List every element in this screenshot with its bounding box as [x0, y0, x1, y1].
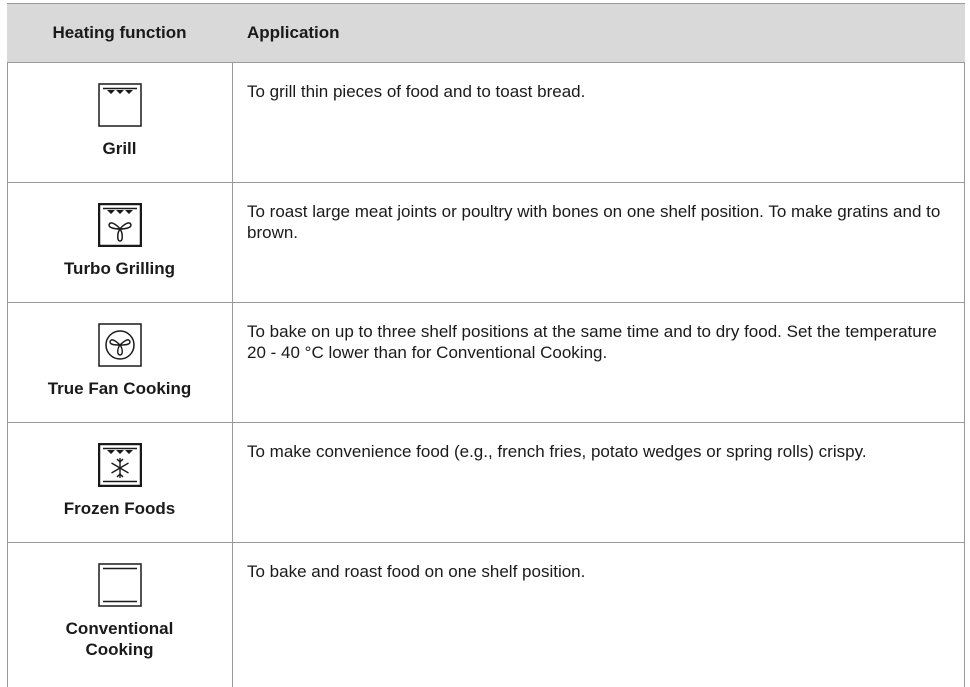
- application-cell: To grill thin pieces of food and to toast bread.: [247, 82, 586, 101]
- header-application: Application: [247, 23, 340, 42]
- function-name: Conventional Cooking: [65, 619, 174, 659]
- application-cell: To bake on up to three shelf positions at the same time and to dry food. Set the temperature 20 - 40 °C lower than for Conventional Cooking.: [247, 322, 937, 362]
- conventional-cooking-icon: [98, 563, 142, 607]
- function-name: Turbo Grilling: [63, 259, 176, 278]
- table-row: [7, 183, 965, 303]
- function-cell: [7, 63, 232, 182]
- application-cell: To bake and roast food on one shelf position.: [247, 562, 586, 581]
- application-cell: To roast large meat joints or poultry with bones on one shelf position. To make gratins and to brown.: [247, 202, 941, 242]
- table-row: [7, 63, 965, 183]
- true-fan-cooking-icon: [98, 323, 142, 367]
- table-row: [7, 543, 965, 687]
- function-name: Frozen Foods: [63, 499, 176, 518]
- table-row: [7, 303, 965, 423]
- table-header: [7, 3, 965, 63]
- function-cell: [7, 183, 232, 302]
- function-cell: [7, 543, 232, 687]
- heating-functions-table: [7, 3, 965, 687]
- function-cell: [7, 303, 232, 422]
- table-row: [7, 423, 965, 543]
- application-cell: To make convenience food (e.g., french fries, potato wedges or spring rolls) crispy.: [247, 442, 867, 461]
- header-heating-function: Heating function: [52, 23, 187, 42]
- grill-icon: [98, 83, 142, 127]
- turbo-grilling-icon: [98, 203, 142, 247]
- frozen-foods-icon: [98, 443, 142, 487]
- function-name: Grill: [102, 139, 137, 158]
- function-name: True Fan Cooking: [47, 379, 192, 398]
- function-cell: [7, 423, 232, 542]
